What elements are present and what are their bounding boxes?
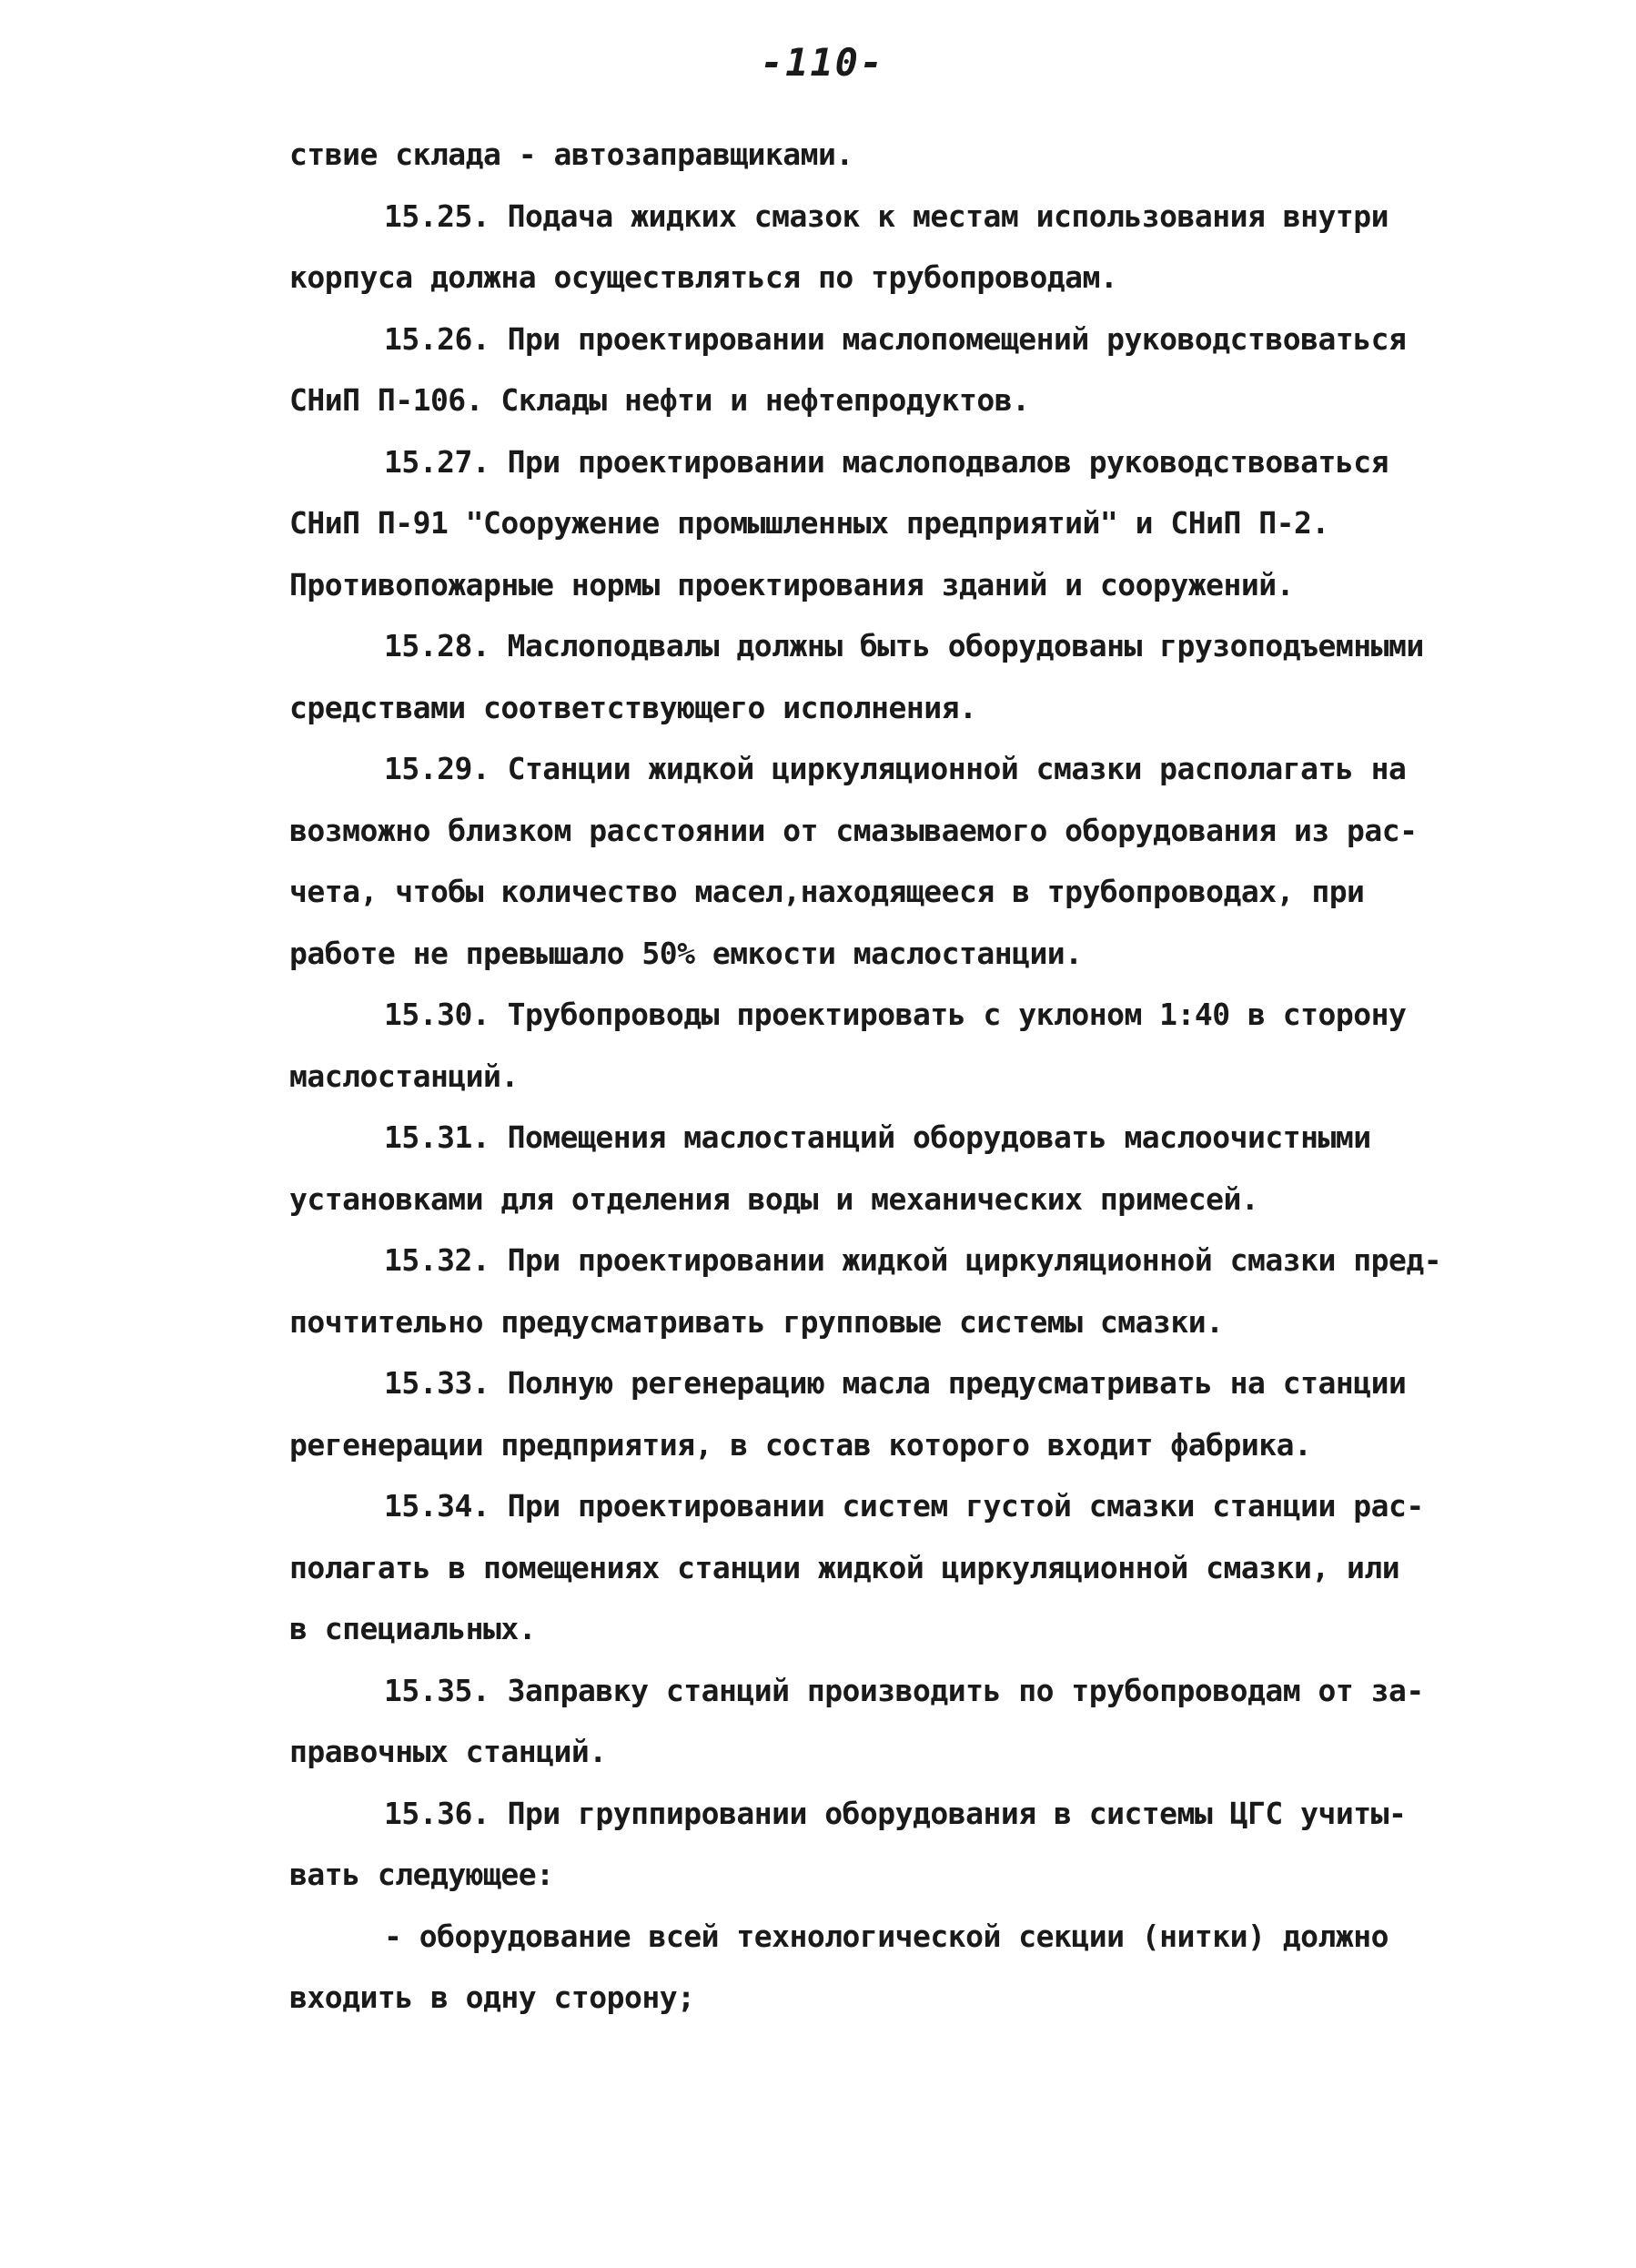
text-line: СНиП П-91 "Сооружение промышленных предприятий" и СНиП П-2. — [289, 505, 1329, 541]
text-line: правочных станций. — [289, 1734, 607, 1769]
text-line: возможно близком расстоянии от смазываемого оборудования из рас- — [289, 812, 1418, 848]
text-line: 15.30. Трубопроводы проектировать с уклоном 1:40 в сторону — [384, 997, 1407, 1032]
text-line: 15.33. Полную регенерацию масла предусматривать на станции — [384, 1365, 1407, 1401]
text-line: регенерации предприятия, в состав которого входит фабрика. — [289, 1426, 1312, 1463]
text-line: 15.27. При проектировании маслоподвалов руководствоваться — [384, 443, 1389, 480]
text-line: 15.26. При проектировании маслопомещений руководствоваться — [384, 320, 1407, 357]
page-number: -110- — [760, 40, 885, 85]
text-line: 15.34. При проектировании систем густой смазки станции рас- — [384, 1488, 1424, 1524]
text-line: средствами соответствующего исполнения. — [289, 689, 977, 725]
text-line: установками для отделения воды и механических примесей. — [289, 1180, 1259, 1217]
text-line: - оборудование всей технологической секции (нитки) должно — [384, 1918, 1389, 1954]
text-line: входить в одну сторону; — [289, 1979, 695, 2015]
text-line: 15.32. При проектировании жидкой циркуляционной смазки пред- — [384, 1242, 1442, 1278]
text-line: 15.29. Станции жидкой циркуляционной смазки располагать на — [384, 751, 1407, 786]
text-line: почтительно предусматривать групповые системы смазки. — [289, 1303, 1224, 1340]
text-line: в специальных. — [289, 1611, 537, 1646]
body-text — [289, 124, 1509, 2029]
text-line: работе не превышало 50% емкости маслостанции. — [289, 935, 1083, 971]
text-line: 15.36. При группировании оборудования в системы ЦГС учиты- — [384, 1795, 1407, 1831]
text-line: корпуса должна осуществляться по трубопроводам. — [289, 259, 1118, 295]
text-line: чета, чтобы количество масел,находящееся в трубопроводах, при — [289, 874, 1365, 909]
text-line: полагать в помещениях станции жидкой циркуляционной смазки, или — [289, 1549, 1400, 1585]
text-line: маслостанций. — [289, 1058, 519, 1094]
text-line: вать следующее: — [289, 1857, 554, 1892]
text-line: ствие склада - автозаправщиками. — [289, 137, 853, 172]
text-line: 15.35. Заправку станций производить по трубопроводам от за- — [384, 1672, 1424, 1708]
text-line: 15.25. Подача жидких смазок к местам использования внутри — [384, 197, 1389, 234]
text-line: 15.28. Маслоподвалы должны быть оборудованы грузоподъемными — [384, 628, 1424, 663]
text-line: 15.31. Помещения маслостанций оборудовать маслоочистными — [384, 1119, 1371, 1155]
text-line: Противопожарные нормы проектирования зданий и сооружений. — [289, 566, 1294, 602]
text-line: СНиП П-106. Склады нефти и нефтепродуктов. — [289, 382, 1030, 418]
